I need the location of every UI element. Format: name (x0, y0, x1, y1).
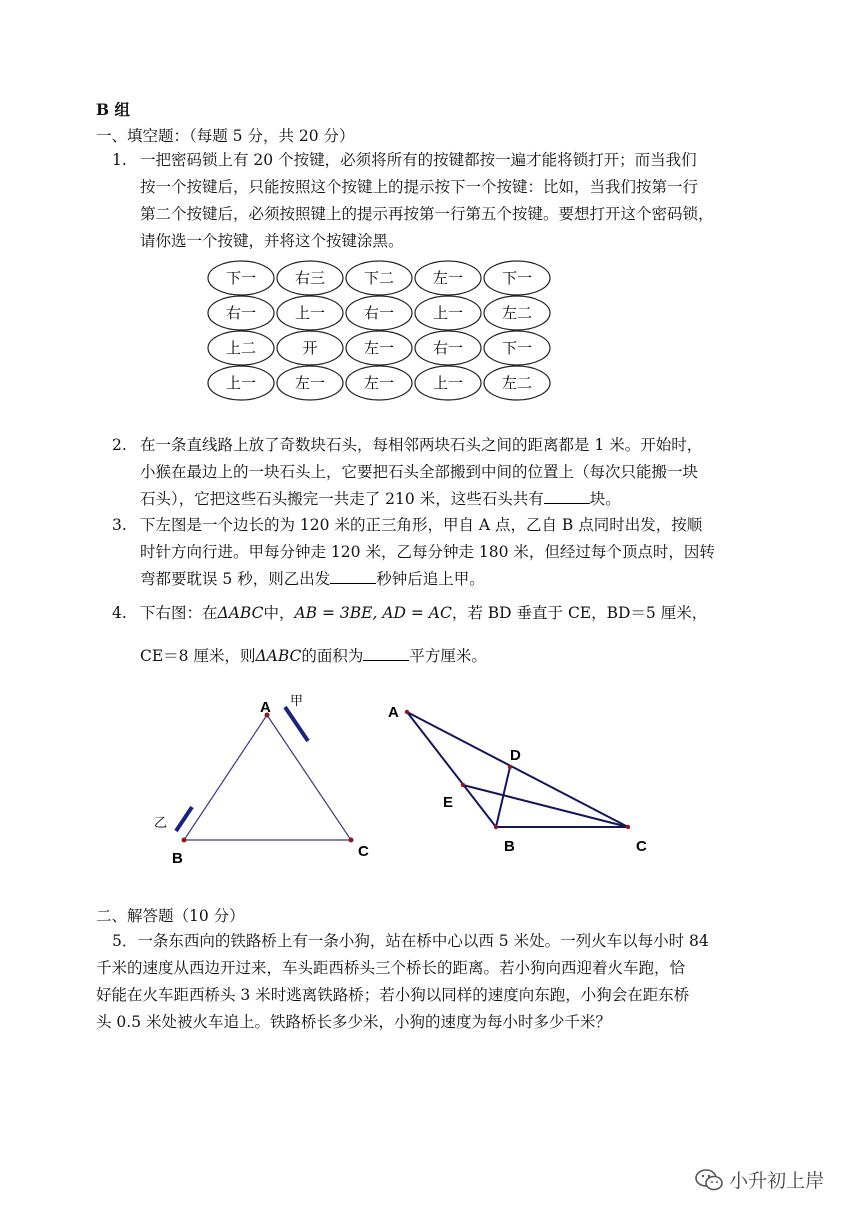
keypad-key-label: 上一 (432, 305, 464, 322)
q4-line-2 (140, 643, 487, 670)
q2-number: 2. (112, 436, 127, 454)
keypad-key-r1-c1[interactable] (208, 261, 274, 295)
keypad-key-r4-c1[interactable] (208, 366, 274, 400)
wechat-icon (694, 1167, 724, 1193)
q4-line-2-mid: 的面积为 (301, 647, 364, 665)
q3-line-3-suffix: 秒钟后追上甲。 (376, 570, 485, 588)
jia-path-marker (285, 707, 308, 741)
keypad-key-r2-c3[interactable] (346, 296, 412, 330)
point-e-dot (461, 783, 465, 787)
q1-line-1: 一把密码锁上有 20 个按键，必须将所有的按键都按一遍才能将锁打开；而当我们 (140, 151, 697, 169)
keypad-key-r3-c2[interactable] (277, 331, 343, 365)
side-ac (407, 712, 628, 827)
q2-line-3-suffix: 块。 (589, 490, 621, 508)
point-a-dot (405, 710, 409, 714)
q2-line-1: 在一条直线路上放了奇数块石头，每相邻两块石头之间的距离都是 1 米。开始时， (140, 436, 703, 454)
label-c-left: C (358, 843, 369, 860)
label-b-right: B (504, 838, 515, 855)
q1-number: 1. (112, 151, 127, 169)
section2-title: 二、解答题（10 分） (96, 907, 245, 925)
keypad-key-label: 上一 (225, 375, 257, 392)
point-b-dot (494, 825, 498, 829)
keypad-key-label: 左二 (501, 305, 533, 322)
footer-brand: 小升初上岸 (729, 1170, 825, 1192)
keypad-key-label: 左一 (363, 340, 395, 357)
keypad-key-r1-c5[interactable] (484, 261, 550, 295)
keypad-key-label: 右一 (432, 340, 464, 357)
figure-triangle-left (140, 685, 390, 875)
keypad-key-label: 上二 (225, 340, 257, 357)
keypad-key-label: 下一 (501, 270, 533, 287)
label-d-right: D (510, 747, 521, 764)
q4-answer-blank[interactable] (363, 646, 409, 661)
keypad-key-r3-c1[interactable] (208, 331, 274, 365)
keypad-key-label: 下二 (363, 270, 395, 287)
keypad-key-r3-c3[interactable] (346, 331, 412, 365)
keypad-key-r1-c2[interactable] (277, 261, 343, 295)
vertex-b-dot (182, 838, 187, 843)
q5-line-1: 5．一条东西向的铁路桥上有一条小狗，站在桥中心以西 5 米处。一列火车以每小时 84 (112, 932, 709, 950)
keypad-key-r1-c4[interactable] (415, 261, 481, 295)
keypad-key-r2-c2[interactable] (277, 296, 343, 330)
keypad-key-label: 右一 (225, 305, 257, 322)
group-title: B 组 (96, 100, 130, 119)
keypad-key-label: 上一 (432, 375, 464, 392)
triangle-abc-left (184, 715, 351, 840)
keypad-key-label: 左二 (501, 375, 533, 392)
q1-line-3: 第二个按键后，必须按照键上的提示再按第一行第五个按键。要想打开这个密码锁， (140, 205, 714, 223)
q3-number: 3. (112, 516, 127, 534)
point-c-dot (626, 825, 630, 829)
keypad-key-r4-c5[interactable] (484, 366, 550, 400)
keypad-key-r1-c3[interactable] (346, 261, 412, 295)
q4-triangle-symbol-2: ΔABC (255, 647, 302, 665)
segment-ce (463, 785, 628, 827)
keypad-key-r2-c1[interactable] (208, 296, 274, 330)
q2-line-2: 小猴在最边上的一块石头上，它要把石头全部搬到中间的位置上（每次只能搬一块 (140, 463, 699, 481)
q4-line-1-text: 下右图：在 (140, 604, 218, 622)
keypad-key-r3-c5[interactable] (484, 331, 550, 365)
q3-answer-blank[interactable] (330, 569, 376, 584)
label-yi: 乙 (154, 815, 168, 830)
label-a-right: A (388, 704, 399, 721)
q5-line-3: 好能在火车距西桥头 3 米时逃离铁路桥；若小狗以同样的速度向东跑，小狗会在距东桥 (96, 986, 690, 1004)
keypad-key-r3-c4[interactable] (415, 331, 481, 365)
q2-line-3 (140, 486, 621, 513)
q4-number: 4. (112, 604, 127, 622)
q4-equation: AB = 3BE, AD = AC (294, 604, 452, 622)
q2-line-3-text: 石头），它把这些石头搬完一共走了 210 米，这些石头共有 (140, 490, 544, 508)
keypad-key-label: 开 (302, 340, 318, 357)
keypad-key-label: 下一 (501, 340, 533, 357)
keypad-key-label: 左一 (363, 375, 395, 392)
q4-line-1 (140, 600, 707, 627)
q1-line-2: 按一个按键后，只能按照这个按键上的提示按下一个按键：比如，当我们按第一行 (140, 178, 699, 196)
q5-line-4: 头 0.5 米处被火车追上。铁路桥长多少米，小狗的速度为每小时多少千米？ (96, 1013, 612, 1031)
q2-answer-blank[interactable] (544, 489, 590, 504)
q4-triangle-symbol: ΔABC (217, 604, 264, 622)
point-d-dot (508, 765, 512, 769)
footer-watermark (694, 1166, 824, 1193)
q3-line-1: 下左图是一个边长的为 120 米的正三角形，甲自 A 点，乙自 B 点同时出发，按顺 (140, 516, 703, 534)
q4-line-1-end: ，若 BD 垂直于 CE，BD＝5 厘米， (451, 604, 708, 622)
vertex-c-dot (349, 838, 354, 843)
label-jia: 甲 (290, 693, 304, 708)
figure-triangle-right (380, 690, 670, 870)
keypad-key-r4-c3[interactable] (346, 366, 412, 400)
keypad-key-label: 下一 (225, 270, 257, 287)
keypad-key-r4-c4[interactable] (415, 366, 481, 400)
q5-line-2: 千米的速度从西边开过来，车头距西桥头三个桥长的距离。若小狗向西迎着火车跑，恰 (96, 959, 686, 977)
label-a-left: A (260, 699, 271, 716)
q3-line-3 (140, 566, 485, 593)
label-b-left: B (172, 850, 183, 867)
q4-line-1-mid: 中， (263, 604, 295, 622)
section1-title: 一、填空题：（每题 5 分，共 20 分） (96, 127, 355, 145)
yi-path-marker (176, 807, 192, 831)
keypad-key-r2-c4[interactable] (415, 296, 481, 330)
q3-line-3-text: 弯都要耽误 5 秒，则乙出发 (140, 570, 331, 588)
q1-line-4: 请你选一个按键，并将这个按键涂黑。 (140, 232, 404, 250)
keypad-grid (205, 258, 565, 410)
label-c-right: C (636, 838, 647, 855)
keypad-key-label: 左一 (294, 375, 326, 392)
keypad-key-r4-c2[interactable] (277, 366, 343, 400)
q3-line-2: 时针方向行进。甲每分钟走 120 米，乙每分钟走 180 米，但经过每个顶点时，因转 (140, 543, 715, 561)
keypad-key-label: 上一 (294, 305, 326, 322)
label-e-right: E (443, 794, 454, 811)
keypad-key-label: 右一 (363, 305, 395, 322)
keypad-key-label: 左一 (432, 270, 464, 287)
q4-line-2-text: CE＝8 厘米，则 (140, 647, 256, 665)
keypad-key-label: 右三 (294, 270, 326, 287)
q4-line-2-end: 平方厘米。 (409, 647, 487, 665)
keypad-key-r2-c5[interactable] (484, 296, 550, 330)
